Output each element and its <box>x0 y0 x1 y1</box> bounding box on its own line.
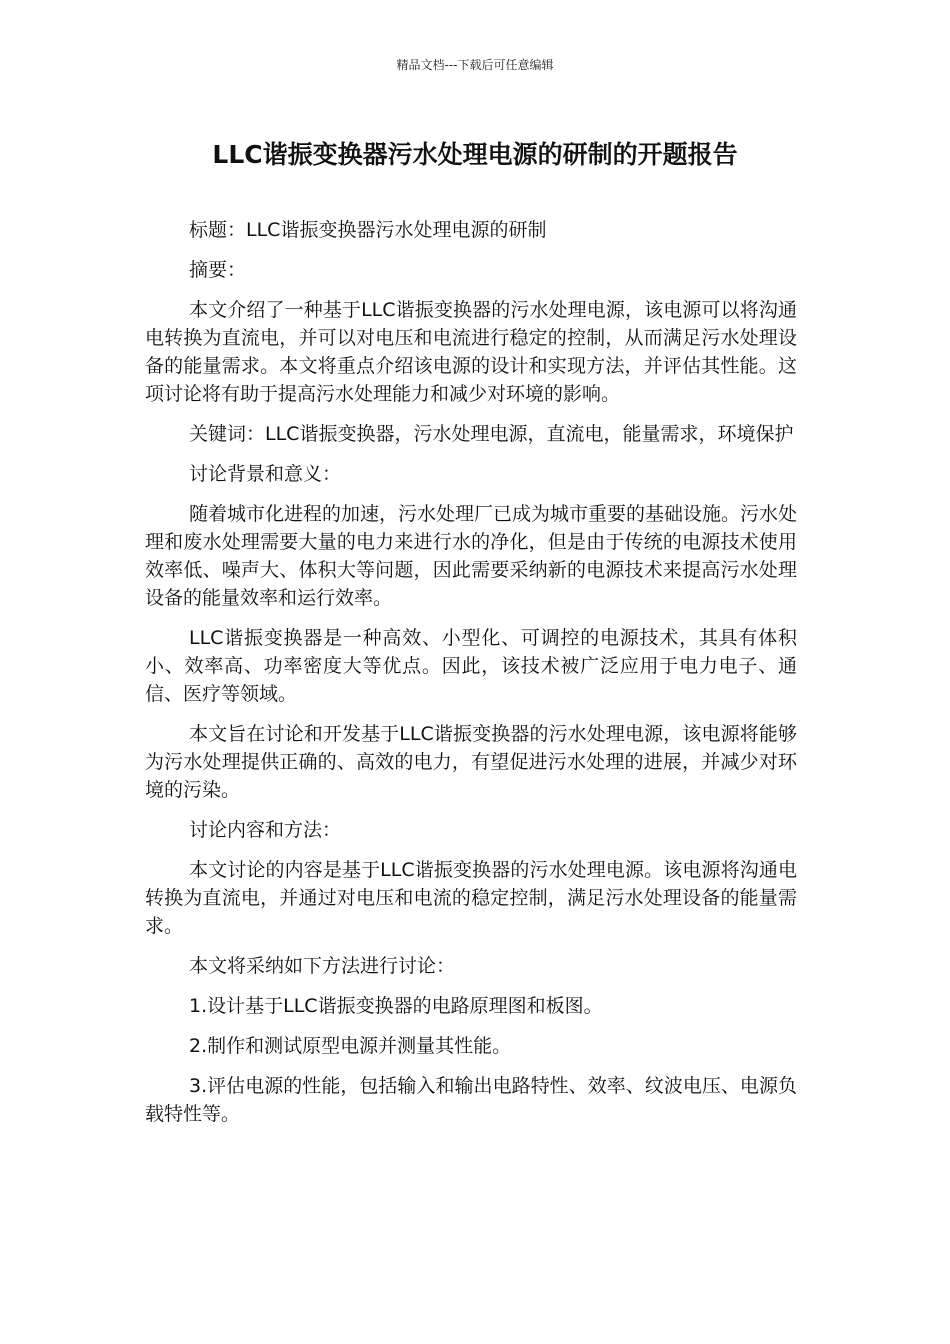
method-item-3: 3.评估电源的性能，包括输入和输出电路特性、效率、纹波电压、电源负载特性等。 <box>145 1075 797 1125</box>
content-paragraph: 本文讨论的内容是基于LLC谐振变换器的污水处理电源。该电源将沟通电转换为直流电，并通过对电压和电流的稳定控制，满足污水处理设备的能量需求。 <box>145 859 797 937</box>
background-paragraph-1: 随着城市化进程的加速，污水处理厂已成为城市重要的基础设施。污水处理和废水处理需要大量的电力来进行水的净化，但是由于传统的电源技术使用效率低、噪声大、体积大等问题，因此需要采纳新的电源技术来提高污水处理设备的能量效率和运行效率。 <box>145 503 798 609</box>
method-item-2: 2.制作和测试原型电源并测量其性能。 <box>189 1035 512 1057</box>
abstract-paragraph: 本文介绍了一种基于LLC谐振变换器的污水处理电源，该电源可以将沟通电转换为直流电，并可以对电压和电流进行稳定的控制，从而满足污水处理设备的能量需求。本文将重点介绍该电源的设计和实现方法，并评估其性能。这项讨论将有助于提高污水处理能力和减少对环境的影响。 <box>145 299 797 405</box>
background-paragraph-3: 本文旨在讨论和开发基于LLC谐振变换器的污水处理电源，该电源将能够为污水处理提供正确的、高效的电力，有望促进污水处理的进展，并减少对环境的污染。 <box>145 723 797 801</box>
header-note: 精品文档---下载后可任意编辑 <box>396 58 554 72</box>
document-title: LLC谐振变换器污水处理电源的研制的开题报告 <box>212 140 738 169</box>
keywords-paragraph: 关键词：LLC谐振变换器，污水处理电源，直流电，能量需求，环境保护 <box>189 423 794 445</box>
document-body <box>145 216 797 1140</box>
abstract-heading: 摘要： <box>189 259 247 281</box>
background-paragraph-2: LLC谐振变换器是一种高效、小型化、可调控的电源技术，其具有体积小、效率高、功率密度大等优点。因此，该技术被广泛应用于电力电子、通信、医疗等领域。 <box>145 627 797 705</box>
title-line: 标题：LLC谐振变换器污水处理电源的研制 <box>189 219 547 241</box>
method-item-1: 1.设计基于LLC谐振变换器的电路原理图和板图。 <box>189 995 603 1017</box>
content-method-heading: 讨论内容和方法： <box>189 819 342 841</box>
background-heading: 讨论背景和意义： <box>189 463 342 485</box>
method-intro: 本文将采纳如下方法进行讨论： <box>189 955 456 977</box>
